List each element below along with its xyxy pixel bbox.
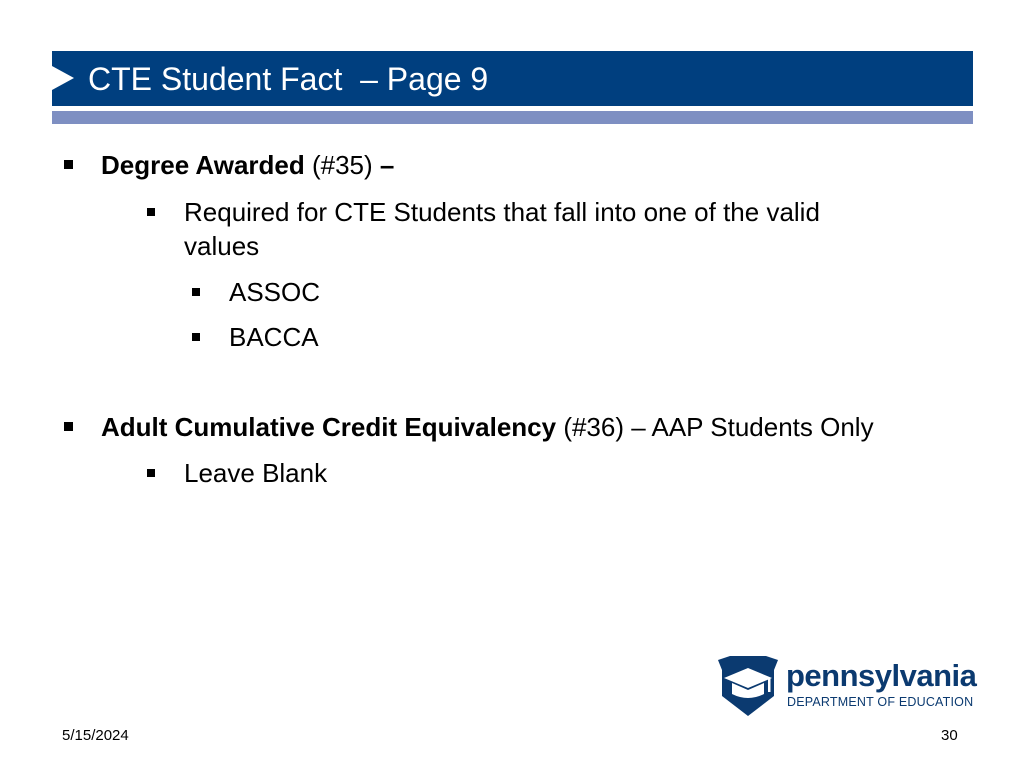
bullet-square-icon [147, 469, 155, 477]
page-number: 30 [941, 727, 958, 744]
degree-awarded-ref: (#35) [304, 150, 380, 180]
value-assoc: ASSOC [229, 277, 321, 307]
logo-wordmark: pennsylvania [786, 658, 977, 693]
sub-bullet-required-line2: values [184, 231, 260, 261]
bullet-square-icon [64, 160, 73, 169]
sub-bullet-required-line1: Required for CTE Students that fall into one of the valid [184, 197, 820, 227]
pa-education-logo [716, 656, 978, 718]
bullet-square-icon [147, 208, 155, 216]
degree-awarded-dash: – [379, 150, 395, 180]
title-divider [52, 111, 973, 124]
bullet-adult-credit-equivalency [101, 412, 874, 443]
value-bacca: BACCA [229, 322, 319, 352]
bullet-degree-awarded [101, 150, 394, 181]
title-bar [52, 51, 973, 106]
bullet-square-icon [192, 333, 200, 341]
bullet-square-icon [192, 288, 200, 296]
footer-date: 5/15/2024 [62, 727, 129, 744]
adult-credit-label: Adult Cumulative Credit Equivalency [101, 412, 557, 442]
adult-credit-rest: (#36) – AAP Students Only [556, 412, 874, 442]
sub-bullet-leave-blank: Leave Blank [184, 458, 328, 488]
bullet-square-icon [64, 422, 73, 431]
degree-awarded-label: Degree Awarded [101, 150, 305, 180]
logo-subtitle: DEPARTMENT OF EDUCATION [787, 695, 974, 709]
slide-title: CTE Student Fact – Page 9 [88, 61, 489, 97]
arrow-icon [52, 66, 74, 90]
keystone-graduation-cap-icon [716, 656, 780, 718]
